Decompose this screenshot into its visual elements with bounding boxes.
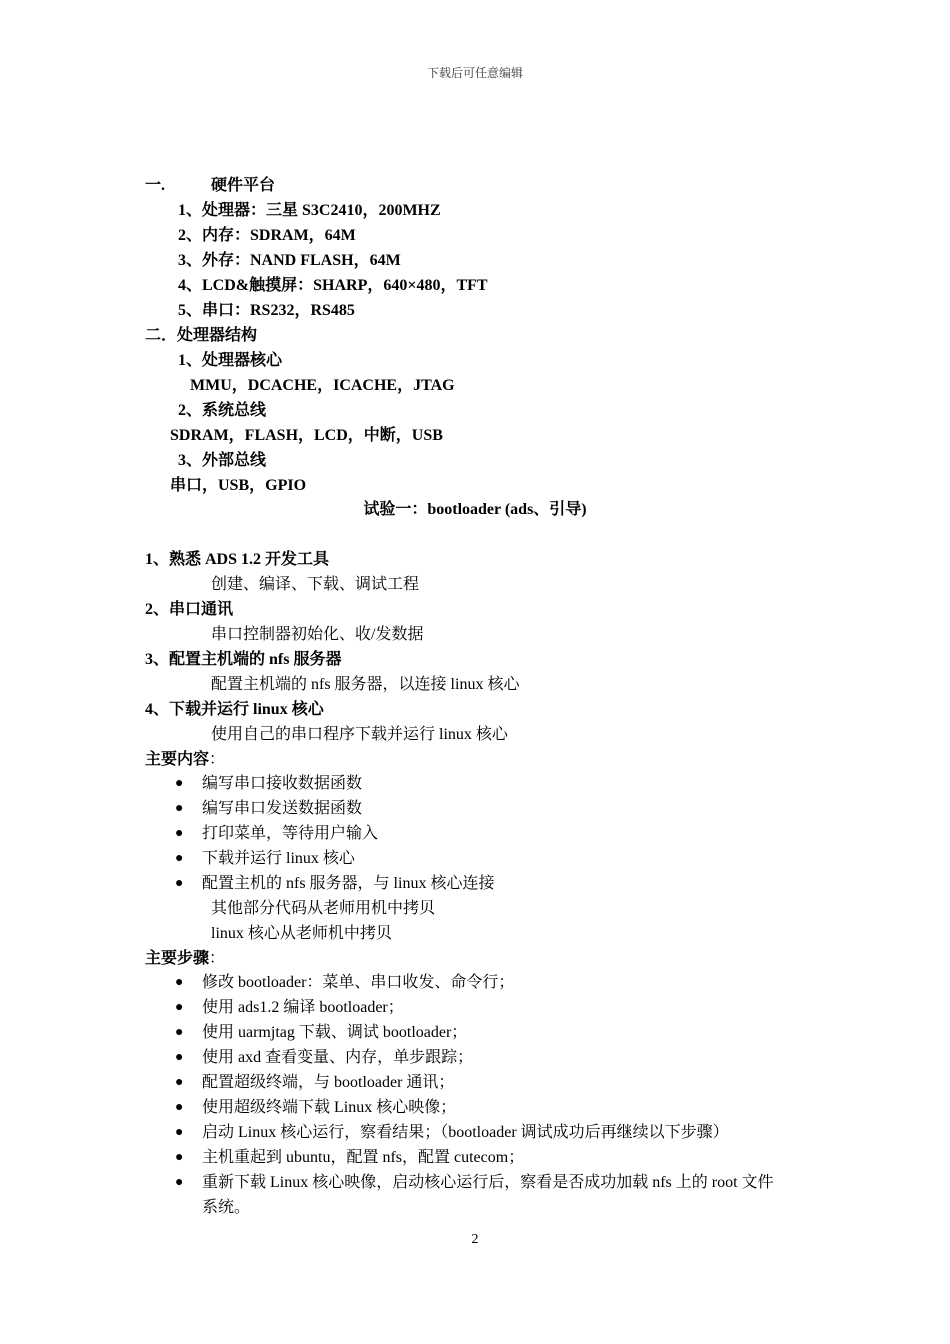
bullet-icon: ● [175, 1175, 184, 1190]
task-detail: 串口控制器初始化、收/发数据 [211, 626, 424, 643]
content-item: 配置主机的 nfs 服务器，与 linux 核心连接 [202, 875, 495, 892]
bullet-icon: ● [175, 876, 184, 891]
bullet-icon: ● [175, 1025, 184, 1040]
section-title-hardware: 硬件平台 [211, 177, 276, 194]
content-item: 下载并运行 linux 核心 [202, 850, 355, 867]
external-bus-detail: 串口，USB，GPIO [170, 477, 307, 494]
task-detail: 使用自己的串口程序下载并运行 linux 核心 [211, 726, 508, 743]
system-bus-detail: SDRAM，FLASH，LCD，中断，USB [170, 427, 443, 444]
section-title-processor: 二．处理器结构 [145, 327, 258, 344]
step-item: 修改 bootloader：菜单、串口收发、命令行； [202, 974, 515, 991]
experiment-title: 试验一：bootloader (ads、引导) [363, 501, 587, 518]
step-item: 使用 axd 查看变量、内存，单步跟踪； [202, 1049, 474, 1066]
bullet-icon: ● [175, 1125, 184, 1140]
step-item: 使用超级终端下载 Linux 核心映像； [202, 1099, 457, 1116]
main-content-label: 主要内容 [145, 751, 210, 768]
content-note: 其他部分代码从老师用机中拷贝 [211, 900, 436, 917]
main-content-colon: ： [209, 751, 226, 768]
step-item: 配置超级终端，与 bootloader 通讯； [202, 1074, 455, 1091]
step-item-continuation: 系统。 [202, 1199, 251, 1216]
page-number: 2 [471, 1232, 479, 1247]
bullet-icon: ● [175, 1050, 184, 1065]
bullet-icon: ● [175, 1100, 184, 1115]
hardware-item: 1、处理器：三星 S3C2410，200MHZ [178, 202, 441, 219]
main-steps-label: 主要步骤 [145, 950, 210, 967]
bullet-icon: ● [175, 1075, 184, 1090]
bullet-icon: ● [175, 826, 184, 841]
step-item: 启动 Linux 核心运行，察看结果；（bootloader 调试成功后再继续以下步骤） [202, 1124, 729, 1141]
content-item: 打印菜单，等待用户输入 [202, 825, 379, 842]
step-item: 重新下载 Linux 核心映像，启动核心运行后，察看是否成功加载 nfs 上的 root 文件 [202, 1174, 774, 1191]
task-title: 4、下载并运行 linux 核心 [145, 701, 324, 718]
hardware-item: 3、外存：NAND FLASH，64M [178, 252, 401, 269]
task-detail: 配置主机端的 nfs 服务器，以连接 linux 核心 [211, 676, 520, 693]
task-title: 1、熟悉 ADS 1.2 开发工具 [145, 551, 330, 568]
page-header: 下载后可任意编辑 [426, 66, 523, 80]
content-note: linux 核心从老师机中拷贝 [211, 925, 392, 942]
main-content-heading [145, 750, 225, 770]
step-item: 使用 ads1.2 编译 bootloader； [202, 999, 404, 1016]
system-bus-title: 2、系统总线 [178, 402, 267, 419]
processor-core-detail: MMU，DCACHE，ICACHE，JTAG [190, 377, 455, 394]
task-detail: 创建、编译、下载、调试工程 [211, 576, 420, 593]
main-steps-heading [145, 949, 225, 969]
content-item: 编写串口接收数据函数 [202, 775, 363, 792]
task-title: 3、配置主机端的 nfs 服务器 [145, 651, 342, 668]
bullet-icon: ● [175, 1150, 184, 1165]
bullet-icon: ● [175, 801, 184, 816]
bullet-icon: ● [175, 851, 184, 866]
step-item: 主机重起到 ubuntu，配置 nfs，配置 cutecom； [202, 1149, 525, 1166]
processor-core-title: 1、处理器核心 [178, 352, 283, 369]
hardware-item: 5、串口：RS232，RS485 [178, 302, 355, 319]
hardware-item: 4、LCD&触摸屏：SHARP，640×480，TFT [178, 277, 488, 294]
task-title: 2、串口通讯 [145, 601, 234, 618]
content-item: 编写串口发送数据函数 [202, 800, 363, 817]
main-steps-colon: ： [209, 950, 226, 967]
section-number: 一. [145, 177, 166, 194]
step-item: 使用 uarmjtag 下载、调试 bootloader； [202, 1024, 468, 1041]
bullet-icon: ● [175, 1000, 184, 1015]
external-bus-title: 3、外部总线 [178, 452, 267, 469]
bullet-icon: ● [175, 975, 184, 990]
hardware-item: 2、内存：SDRAM，64M [178, 227, 356, 244]
bullet-icon: ● [175, 776, 184, 791]
